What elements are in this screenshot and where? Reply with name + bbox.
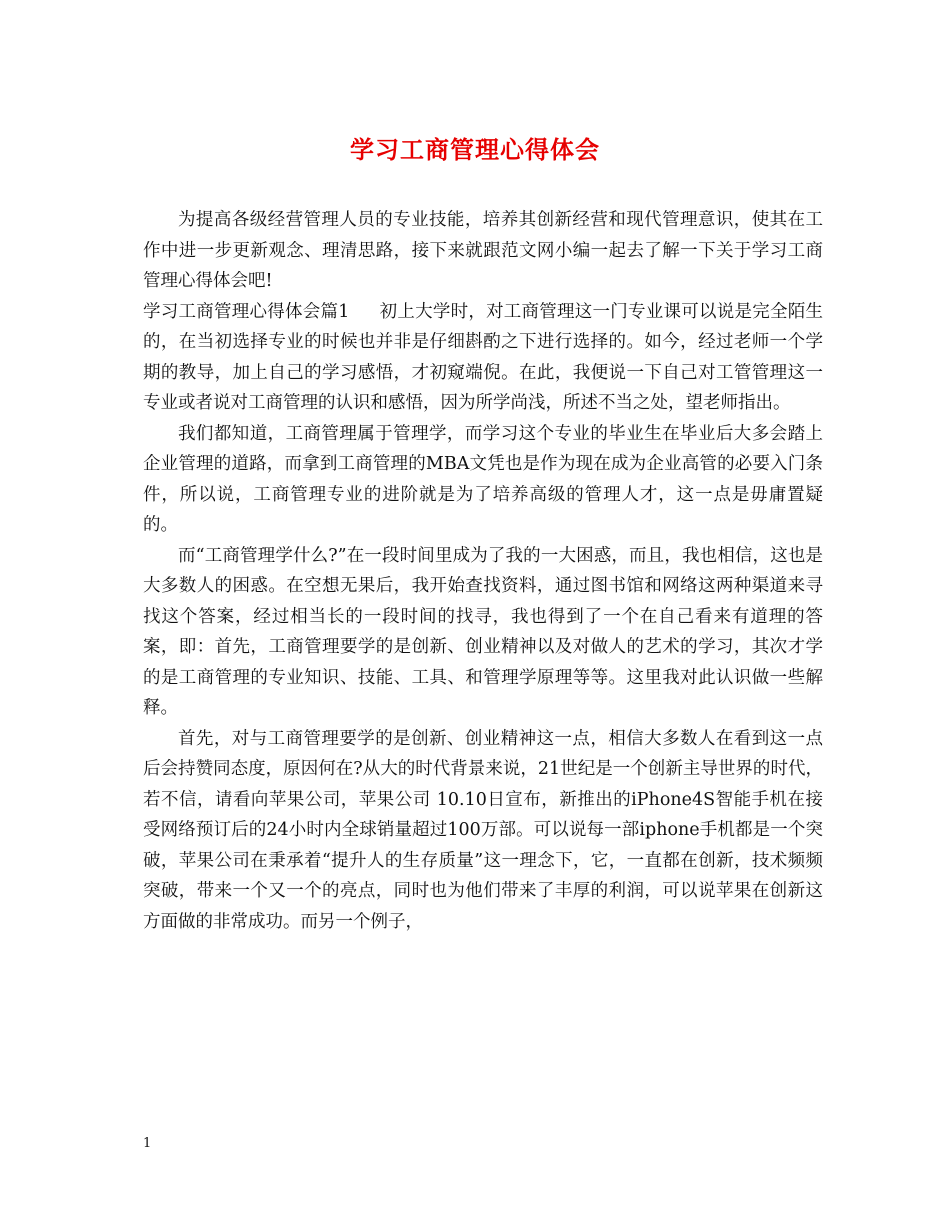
document-body xyxy=(143,205,823,937)
paragraph-innovation xyxy=(143,724,823,938)
page-number: 1 xyxy=(143,1136,152,1151)
document-title: 学习工商管理心得体会 xyxy=(350,135,600,164)
paragraph-section-1 xyxy=(143,297,823,419)
paragraph-text: 为提高各级经营管理人员的专业技能，培养其创新经营和现代管理意识，使其在工作中进一步更新观念、理清思路，接下来就跟范文网小编一起去了解一下关于学习工商管理心得体会吧! xyxy=(143,210,823,291)
paragraph-text: 首先，对与工商管理要学的是创新、创业精神这一点，相信大多数人在看到这一点后会持赞同态度，原因何在?从大的时代背景来说，21世纪是一个创新主导世界的时代，若不信，请看向苹果公司，苹果公司 10.10日宣布，新推出的iPhone4S智能手机在接受网络预订后的24小时内全球销量超过100万部。可以说每一部iphone手机都是一个突破，苹果公司在秉承着“提升人的生存质量”这一理念下，它，一直都在创新，技术频频突破，带来一个又一个的亮点，同时也为他们带来了丰厚的利润，可以说苹果在创新这方面做的非常成功。而另一个例子， xyxy=(143,728,823,932)
section-heading: 学习工商管理心得体会篇1 xyxy=(143,301,350,322)
paragraph-intro xyxy=(143,205,823,297)
paragraph-text: 而“工商管理学什么?”在一段时间里成为了我的一大困惑，而且，我也相信，这也是大多数人的困惑。在空想无果后，我开始查找资料，通过图书馆和网络这两种渠道来寻找这个答案，经过相当长的一段时间的找寻，我也得到了一个在自己看来有道理的答案，即：首先，工商管理要学的是创新、创业精神以及对做人的艺术的学习，其次才学的是工商管理的专业知识、技能、工具、和管理学原理等等。这里我对此认识做一些解释。 xyxy=(143,545,823,718)
paragraph-text: 初上大学时，对工商管理这一门专业课可以说是完全陌生的，在当初选择专业的时候也并非是仔细斟酌之下进行选择的。如今，经过老师一个学期的教导，加上自己的学习感悟，才初窥端倪。在此，我便说一下自己对工管管理这一专业或者说对工商管理的认识和感悟，因为所学尚浅，所述不当之处，望老师指出。 xyxy=(143,301,823,413)
paragraph-text: 我们都知道，工商管理属于管理学，而学习这个专业的毕业生在毕业后大多会踏上企业管理的道路，而拿到工商管理的MBA文凭也是作为现在成为企业高管的必要入门条件，所以说，工商管理专业的进阶就是为了培养高级的管理人才，这一点是毋庸置疑的。 xyxy=(143,423,823,535)
paragraph-confusion xyxy=(143,541,823,724)
paragraph-management-study xyxy=(143,419,823,541)
